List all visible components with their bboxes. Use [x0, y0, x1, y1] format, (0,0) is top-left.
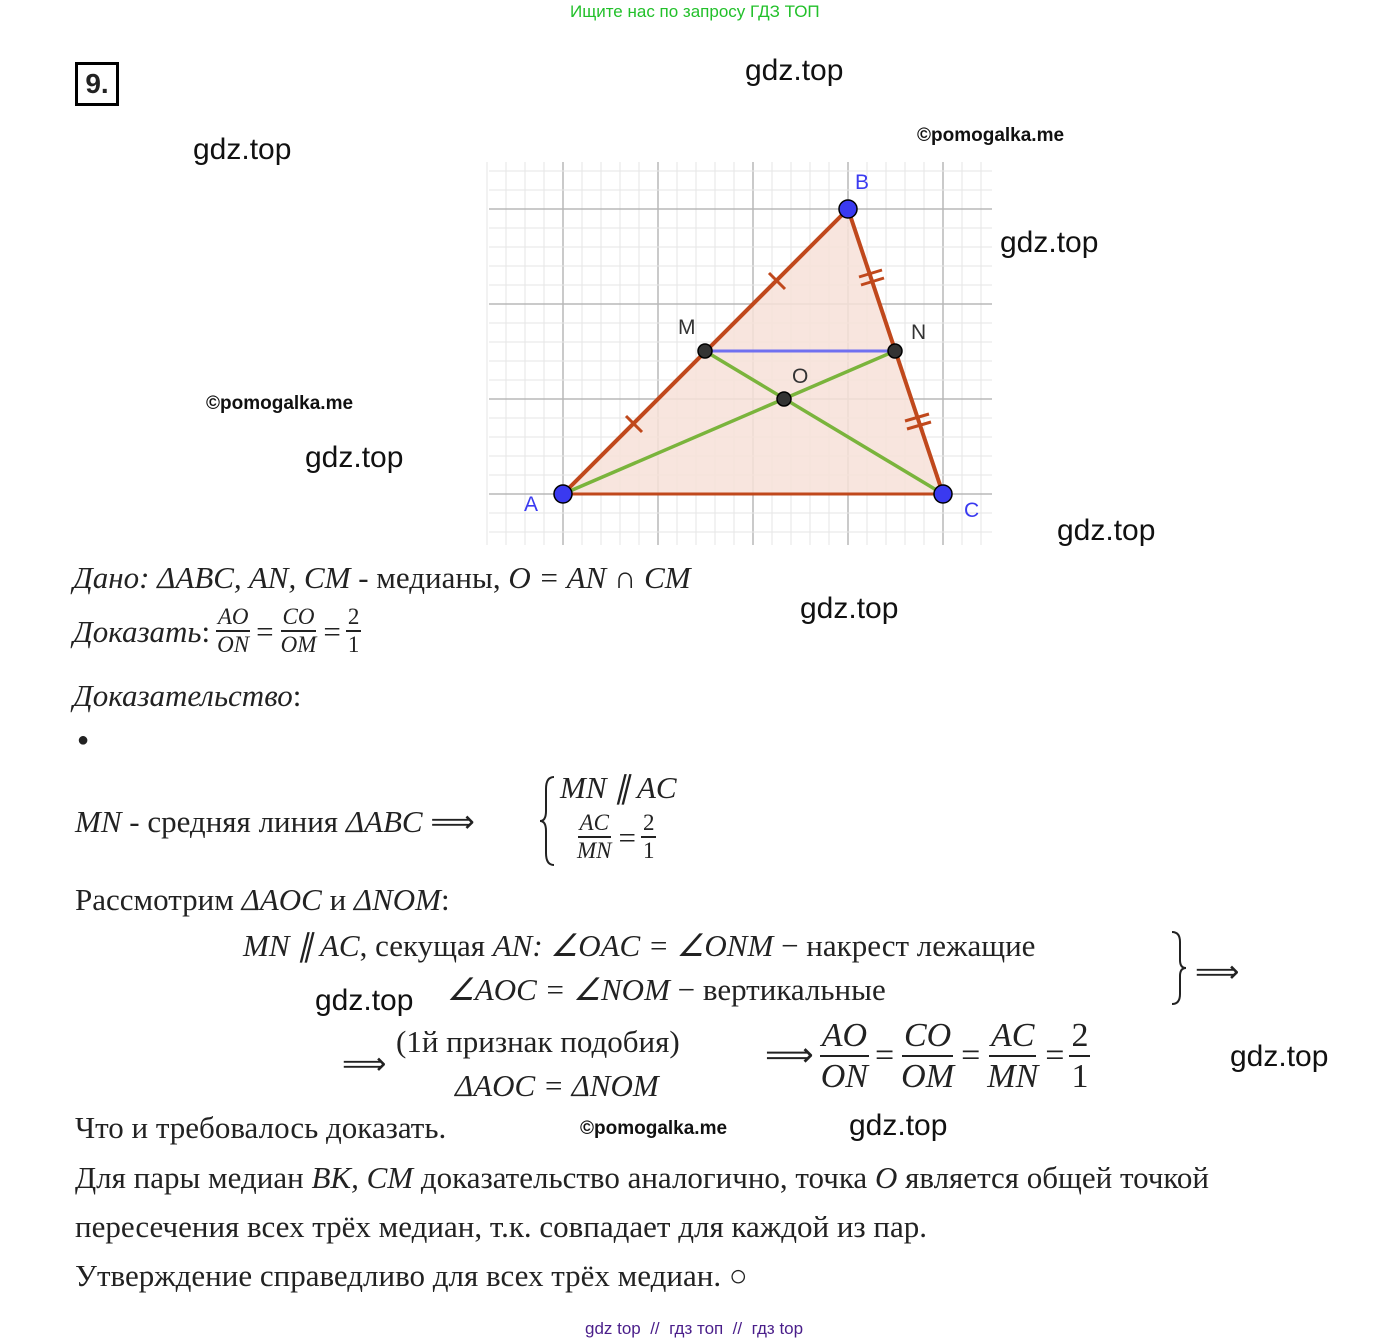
label-o: O — [792, 365, 809, 388]
fraction: $\frac{CO}{OM}$ — [280, 604, 317, 658]
given-eq: O = AN ∩ CM — [508, 560, 691, 595]
paragraph-2: пересечения всех трёх медиан, т.к. совпадает для каждой из пар. — [75, 1209, 928, 1244]
watermark: ©pomogalka.me — [206, 393, 354, 414]
watermark: gdz.top — [849, 1109, 948, 1142]
given-dash: - медианы, — [350, 560, 509, 595]
label-c: C — [964, 499, 980, 522]
watermark: ©pomogalka.me — [917, 125, 1065, 146]
ratio-line: ⟹ $\frac{AO}{ON}$ = $\frac{CO}{OM}$ = $\frac{AC}{MN}$ = $\frac{2}{1}$ — [765, 1017, 1089, 1096]
watermark: gdz.top — [305, 441, 404, 474]
label-a: A — [524, 493, 539, 516]
equals: = — [256, 613, 274, 649]
point-c — [934, 485, 952, 503]
colon: : — [201, 613, 211, 649]
implies-arrow: ⟹ — [1195, 954, 1240, 989]
point-n — [888, 344, 902, 358]
right-brace — [1168, 930, 1188, 1006]
prove-label: Доказать — [73, 613, 202, 649]
watermark: gdz.top — [1000, 226, 1099, 259]
label-m: M — [678, 316, 696, 339]
system-line-1: MN ∥ AC — [560, 770, 677, 805]
point-a — [554, 485, 572, 503]
paragraph-3: Утверждение справедливо для всех трёх медиан. ○ — [75, 1258, 748, 1293]
point-b — [839, 200, 857, 218]
watermark: gdz.top — [193, 133, 292, 166]
equals: = — [323, 613, 341, 649]
point-m — [698, 344, 712, 358]
label-b: B — [855, 171, 870, 194]
bullet: ● — [77, 729, 90, 751]
point-o — [777, 392, 791, 406]
proof-heading: Доказательство: — [73, 678, 302, 713]
watermark: gdz.top — [745, 54, 844, 87]
given-label: Дано — [73, 560, 140, 595]
paragraph-1: Для пары медиан BK, CM доказательство аналогично, точка O является общей точкой — [75, 1160, 1210, 1195]
similarity-statement: ΔAOC = ΔNOM — [455, 1068, 659, 1103]
angles-line-2: ∠AOC = ∠NOM − вертикальные — [447, 972, 886, 1007]
task-number: 9. — [75, 62, 119, 106]
watermark: gdz.top — [800, 592, 899, 625]
fraction: $\frac{AO}{ON}$ — [217, 604, 250, 658]
midline-line: MN - средняя линия ΔABC ⟹ — [75, 804, 475, 839]
prove-line — [73, 604, 366, 659]
footer-links[interactable]: gdz top // гдз топ // гдз top — [585, 1319, 804, 1338]
watermark: gdz.top — [1230, 1040, 1329, 1073]
given-line — [73, 562, 691, 593]
implies-arrow: ⟹ — [342, 1046, 387, 1081]
triangle-figure — [0, 0, 1400, 560]
watermark: gdz.top — [1057, 514, 1156, 547]
promo-text[interactable]: Ищите нас по запросу ГДЗ ТОП — [570, 2, 820, 21]
consider-line: Рассмотрим ΔAOC и ΔNOM: — [75, 882, 450, 917]
system-line-2: $\frac{AC}{MN}$ = $\frac{2}{1}$ — [577, 810, 655, 864]
label-n: N — [911, 321, 927, 344]
fraction: $\frac{2}{1}$ — [347, 604, 360, 658]
watermark: gdz.top — [315, 984, 414, 1017]
watermark: ©pomogalka.me — [580, 1118, 728, 1139]
angles-line-1: MN ∥ AC, секущая AN: ∠OAC = ∠ONM − накрест лежащие — [243, 928, 1036, 963]
similarity-reason: (1й признак подобия) — [396, 1024, 680, 1059]
left-brace — [538, 775, 558, 867]
given-text: : ΔABC, AN, CM — [139, 560, 351, 595]
qed-text: Что и требовалось доказать. — [75, 1110, 447, 1145]
